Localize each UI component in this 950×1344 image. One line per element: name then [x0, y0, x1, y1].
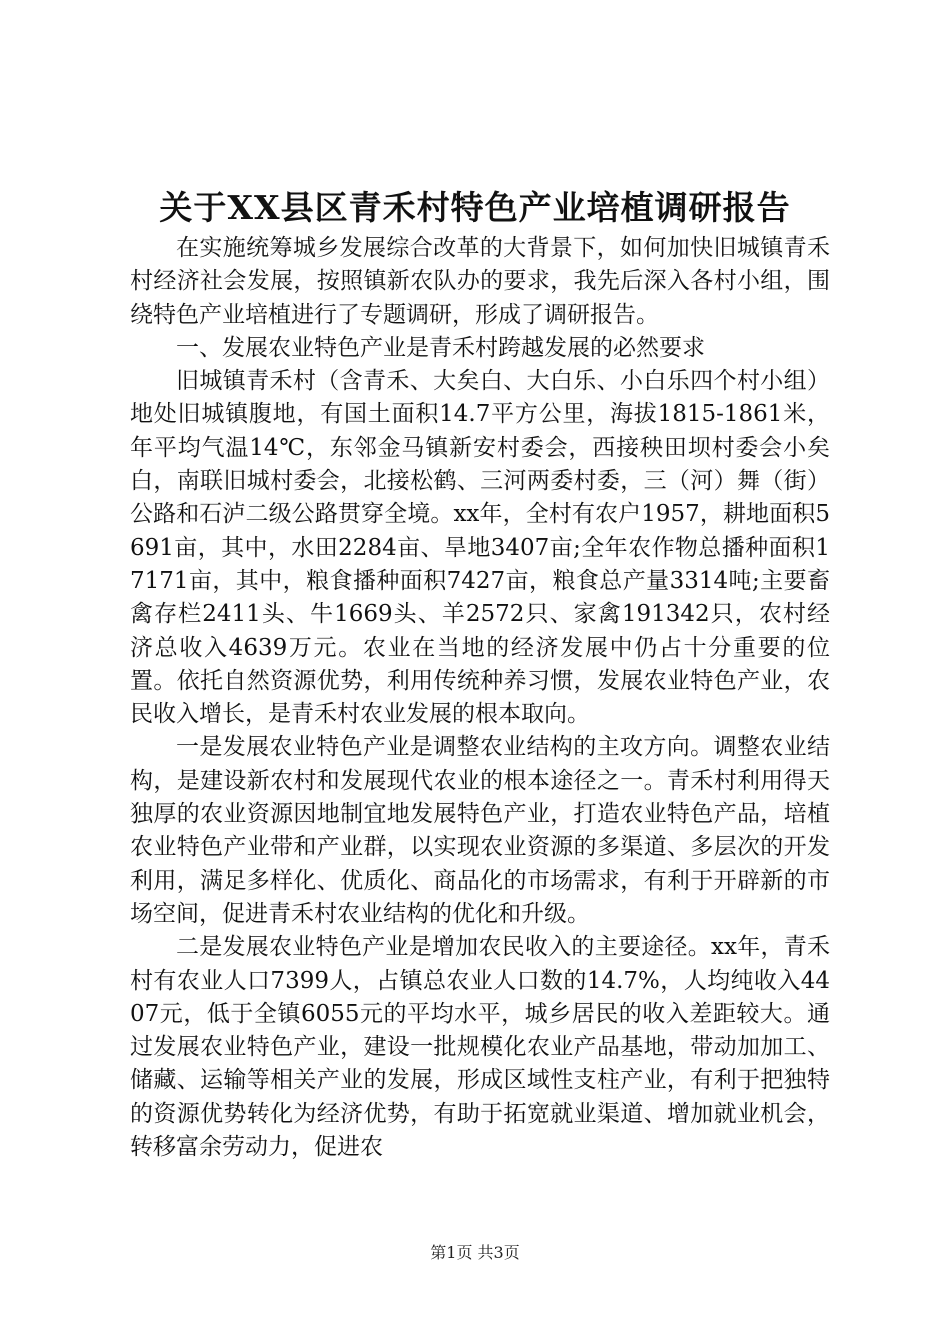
- page-number-footer: 第1页 共3页: [430, 1243, 520, 1262]
- paragraph-village-overview: 旧城镇青禾村（含青禾、大矣白、大白乐、小白乐四个村小组）地处旧城镇腹地，有国土面积14.7平方公里，海拔1815-1861米，年平均气温14℃，东邻金马镇新安村委会，西接秧田坝村委会小矣白，南联旧城村委会，北接松鹤、三河两委村委，三（河）舞（街）公路和石泸二级公路贯穿全境。xx年，全村有农户1957，耕地面积5691亩，其中，水田2284亩、旱地3407亩;全年农作物总播种面积17171亩，其中，粮食播种面积7427亩，粮食总产量3314吨;主要畜禽存栏2411头、牛1669头、羊2572只、家禽191342只，农村经济总收入4639万元。农业在当地的经济发展中仍占十分重要的位置。依托自然资源优势，利用传统种养习惯，发展农业特色产业，农民收入增长，是青禾村农业发展的根本取向。: [130, 368, 830, 728]
- paragraph-intro: 在实施统筹城乡发展综合改革的大背景下，如何加快旧城镇青禾村经济社会发展，按照镇新农队办的要求，我先后深入各村小组，围绕特色产业培植进行了专题调研，形成了调研报告。: [130, 235, 830, 328]
- document-body: [130, 232, 830, 1164]
- section-heading-1: 一、发展农业特色产业是青禾村跨越发展的必然要求: [176, 334, 705, 361]
- paragraph-point-two: 二是发展农业特色产业是增加农民收入的主要途径。xx年，青禾村有农业人口7399人，占镇总农业人口数的14.7%，人均纯收入4407元，低于全镇6055元的平均水平，城乡居民的收入差距较大。通过发展农业特色产业，建设一批规模化农业产品基地，带动加加工、储藏、运输等相关产业的发展，形成区域性支柱产业，有利于把独特的资源优势转化为经济优势，有助于拓宽就业渠道、增加就业机会，转移富余劳动力，促进农: [130, 934, 830, 1161]
- paragraph-point-one: 一是发展农业特色产业是调整农业结构的主攻方向。调整农业结构，是建设新农村和发展现代农业的根本途径之一。青禾村利用得天独厚的农业资源因地制宜地发展特色产业，打造农业特色产品，培植农业特色产业带和产业群，以实现农业资源的多渠道、多层次的开发利用，满足多样化、优质化、商品化的市场需求，有利于开辟新的市场空间，促进青禾村农业结构的优化和升级。: [130, 734, 830, 927]
- document-title: 关于XX县区青禾村特色产业培植调研报告: [159, 188, 791, 227]
